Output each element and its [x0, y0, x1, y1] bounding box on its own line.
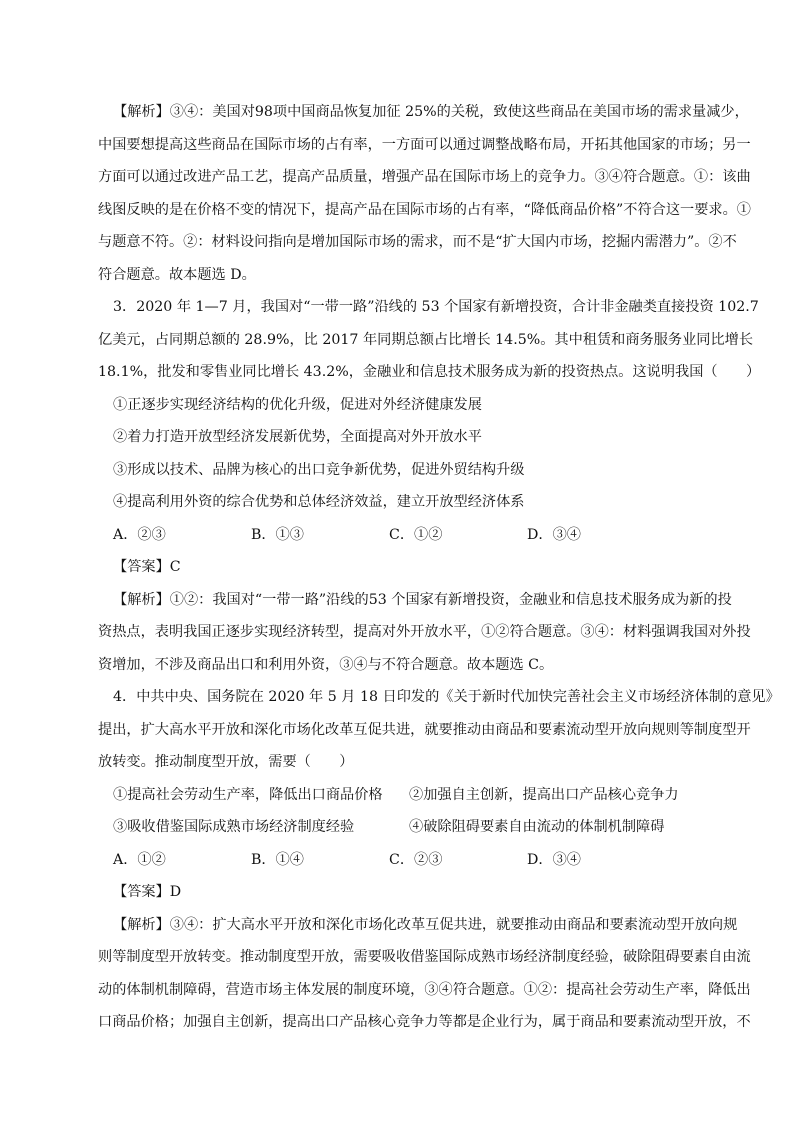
q4-statement-row	[98, 811, 698, 844]
q3-analysis-line: 资增加，不涉及商品出口和利用外资，③④与不符合题意。故本题选 C。	[98, 656, 554, 673]
q4-statement: ②加强自主创新，提高出口产品核心竞争力	[409, 786, 679, 803]
q3-statement: ②着力打造开放型经济发展新优势，全面提高对外开放水平	[113, 429, 482, 445]
question-4	[98, 681, 780, 1039]
q4-answer: 【答案】D	[113, 884, 182, 900]
q2-analysis-line: 与题意不符。②：材料设问指向是增加国际市场的需求，而不是“扩大国内市场，挖掘内需潜力”。②不	[98, 234, 737, 250]
question-3	[98, 291, 761, 681]
q4-analysis-line: 则等制度型开放转变。推动制度型开放，需要吸收借鉴国际成熟市场经济制度经验，破除阻碍要素自由流	[98, 949, 751, 965]
q4-statement: ③吸收借鉴国际成熟市场经济制度经验	[113, 819, 355, 835]
q2-analysis-line: 【解析】③④：美国对98项中国商品恢复加征 25%的关税，致使这些商品在美国市场的需求量减少，	[113, 104, 749, 120]
q4-choice-d: D．③④	[527, 851, 581, 868]
q3-stem-line: 18.1%，批发和零售业同比增长 43.2%，金融业和信息技术服务成为新的投资热点。这说明我国（ ）	[98, 364, 761, 380]
q4-choices	[98, 844, 698, 877]
q3-answer: 【答案】C	[113, 559, 181, 575]
q4-analysis-line: 动的体制机制障碍，营造市场主体发展的制度环境，③④符合题意。①②：提高社会劳动生产率，降低出	[98, 981, 751, 998]
q4-statement: ④破除阻碍要素自由流动的体制机制障碍	[409, 819, 665, 835]
q3-choice-d: D．③④	[527, 526, 581, 543]
q3-choice-b: B．①③	[251, 526, 304, 543]
q4-choice-c: C．②③	[389, 851, 443, 868]
q4-statement: ①提高社会劳动生产率，降低出口商品价格	[113, 786, 383, 803]
q3-analysis-line: 【解析】①②：我国对“一带一路”沿线的53 个国家有新增投资，金融业和信息技术服务成为新的投	[113, 591, 732, 608]
q2-analysis-line: 方面可以通过改进产品工艺，提高产品质量，增强产品在国际市场上的竞争力。③④符合题意。①：该曲	[98, 169, 751, 185]
q2-analysis-line: 符合题意。故本题选 D。	[98, 266, 256, 283]
q3-analysis-line: 资热点，表明我国正逐步实现经济转型，提高对外开放水平，①②符合题意。③④：材料强调我国对外投	[98, 624, 751, 640]
q3-statement: ④提高利用外资的综合优势和总体经济效益，建立开放型经济体系	[113, 494, 525, 510]
q2-analysis-line: 线图反映的是在价格不变的情况下，提高产品在国际市场的占有率，“降低商品价格”不符合这一要求。①	[98, 201, 751, 218]
q3-choices	[98, 519, 698, 552]
q2-analysis-line: 中国要想提高这些商品在国际市场的占有率，一方面可以通过调整战略布局，开拓其他国家的市场；另一	[98, 136, 751, 153]
q3-stem-line: 3．2020 年 1—7 月，我国对“一带一路”沿线的 53 个国家有新增投资，合计非金融类直接投资 102.7	[113, 299, 759, 315]
q4-stem-line: 4．中共中央、国务院在 2020 年 5 月 18 日印发的《关于新时代加快完善社会主义市场经济体制的意见》	[113, 689, 780, 705]
q4-choice-a: A．①②	[113, 851, 166, 868]
q3-statement: ①正逐步实现经济结构的优化升级，促进对外经济健康发展	[113, 396, 482, 413]
q3-statement: ③形成以技术、品牌为核心的出口竞争新优势，促进外贸结构升级	[113, 461, 525, 478]
q4-analysis-line: 口商品价格；加强自主创新，提高出口产品核心竞争力等都是企业行为，属于商品和要素流动型开放，不	[98, 1014, 751, 1030]
q3-stem-line: 亿美元，占同期总额的 28.9%，比 2017 年同期总额占比增长 14.5%。其中租赁和商务服务业同比增长	[98, 331, 754, 348]
q4-stem-line: 提出，扩大高水平开放和深化市场化改革互促共进，就要推动由商品和要素流动型开放向规则等制度型开	[98, 721, 751, 738]
q3-choice-a: A．②③	[113, 526, 166, 543]
q4-choice-b: B．①④	[251, 851, 304, 868]
q4-statement-row	[98, 779, 698, 812]
q4-stem-line: 放转变。推动制度型开放，需要（ ）	[98, 754, 354, 770]
q4-analysis-line: 【解析】③④：扩大高水平开放和深化市场化改革互促共进，就要推动由商品和要素流动型开放向规	[113, 916, 738, 933]
page-content	[98, 96, 780, 1039]
q2-analysis	[98, 96, 751, 291]
q3-choice-c: C．①②	[389, 526, 443, 543]
